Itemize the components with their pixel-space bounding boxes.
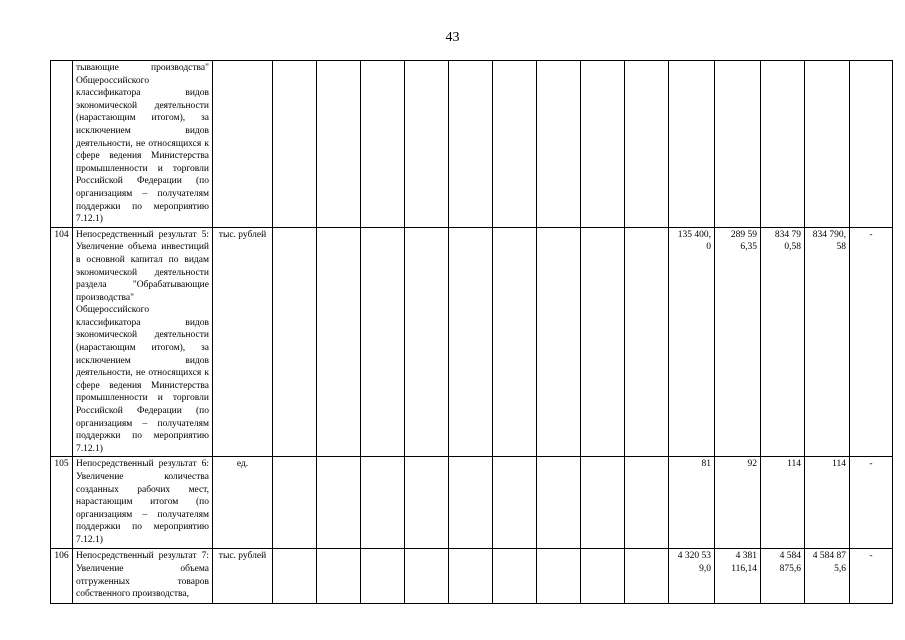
empty-cell bbox=[405, 549, 449, 604]
row-unit bbox=[213, 61, 273, 228]
row-number bbox=[51, 61, 73, 228]
row-description: Непосредственный результат 6: Увеличение количества созданных рабочих мест, нарастающим итогом (по организациям – получателям поддержки по мероприятию 7.12.1) bbox=[73, 457, 213, 549]
value-cell: 4 584 87 5,6 bbox=[805, 549, 850, 604]
value-cell bbox=[715, 61, 761, 228]
empty-cell bbox=[449, 227, 493, 457]
empty-cell bbox=[581, 61, 625, 228]
row-unit: тыс. рублей bbox=[213, 549, 273, 604]
row-number: 106 bbox=[51, 549, 73, 604]
dash-cell: - bbox=[850, 457, 893, 549]
empty-cell bbox=[537, 457, 581, 549]
empty-cell bbox=[537, 61, 581, 228]
value-cell: 4 320 53 9,0 bbox=[669, 549, 715, 604]
table-row bbox=[51, 457, 893, 549]
value-cell: 834 790, 58 bbox=[805, 227, 850, 457]
value-cell: 4 584 875,6 bbox=[761, 549, 805, 604]
value-cell: 114 bbox=[805, 457, 850, 549]
value-cell bbox=[761, 61, 805, 228]
empty-cell bbox=[405, 457, 449, 549]
empty-cell bbox=[317, 549, 361, 604]
row-description: тывающие производства" Общероссийского классификатора видов экономической деятельности (нарастающим итогом), за исключением видов деятельности, не относящихся к сфере ведения Министерства промышленности и торговли Российской Федерации (по организациям – получателям поддержки по мероприятию 7.12.1) bbox=[73, 61, 213, 228]
table-row bbox=[51, 227, 893, 457]
empty-cell bbox=[361, 61, 405, 228]
empty-cell bbox=[625, 457, 669, 549]
row-description: Непосредственный результат 5: Увеличение объема инвестиций в основной капитал по видам экономической деятельности раздела "Обрабатывающие производства" Общероссийского классификатора видов экономической деятельности (нарастающим итогом), за исключением видов деятельности, не относящихся к сфере ведения Министерства промышленности и торговли Российской Федерации (по организациям – получателям поддержки по мероприятию 7.12.1) bbox=[73, 227, 213, 457]
value-cell: 289 59 6,35 bbox=[715, 227, 761, 457]
row-unit: тыс. рублей bbox=[213, 227, 273, 457]
empty-cell bbox=[493, 457, 537, 549]
empty-cell bbox=[581, 227, 625, 457]
empty-cell bbox=[493, 549, 537, 604]
row-unit: ед. bbox=[213, 457, 273, 549]
value-cell bbox=[669, 61, 715, 228]
empty-cell bbox=[317, 227, 361, 457]
empty-cell bbox=[317, 61, 361, 228]
empty-cell bbox=[449, 457, 493, 549]
empty-cell bbox=[493, 61, 537, 228]
empty-cell bbox=[273, 457, 317, 549]
empty-cell bbox=[405, 61, 449, 228]
empty-cell bbox=[537, 549, 581, 604]
value-cell: 92 bbox=[715, 457, 761, 549]
empty-cell bbox=[449, 549, 493, 604]
value-cell: 4 381 116,14 bbox=[715, 549, 761, 604]
page-number: 43 bbox=[445, 30, 460, 45]
empty-cell bbox=[317, 457, 361, 549]
dash-cell bbox=[850, 61, 893, 228]
row-description: Непосредственный результат 7: Увеличение объема отгруженных товаров собственного производства, bbox=[73, 549, 213, 604]
empty-cell bbox=[405, 227, 449, 457]
empty-cell bbox=[449, 61, 493, 228]
empty-cell bbox=[493, 227, 537, 457]
row-number: 105 bbox=[51, 457, 73, 549]
value-cell: 834 79 0,58 bbox=[761, 227, 805, 457]
empty-cell bbox=[625, 61, 669, 228]
empty-cell bbox=[625, 227, 669, 457]
value-cell bbox=[805, 61, 850, 228]
dash-cell: - bbox=[850, 227, 893, 457]
empty-cell bbox=[273, 549, 317, 604]
empty-cell bbox=[361, 227, 405, 457]
table-row bbox=[51, 549, 893, 604]
data-table bbox=[50, 60, 893, 604]
empty-cell bbox=[361, 549, 405, 604]
empty-cell bbox=[537, 227, 581, 457]
value-cell: 81 bbox=[669, 457, 715, 549]
row-number: 104 bbox=[51, 227, 73, 457]
empty-cell bbox=[581, 549, 625, 604]
value-cell: 135 400, 0 bbox=[669, 227, 715, 457]
dash-cell: - bbox=[850, 549, 893, 604]
empty-cell bbox=[625, 549, 669, 604]
value-cell: 114 bbox=[761, 457, 805, 549]
empty-cell bbox=[361, 457, 405, 549]
empty-cell bbox=[273, 61, 317, 228]
empty-cell bbox=[581, 457, 625, 549]
empty-cell bbox=[273, 227, 317, 457]
table-row bbox=[51, 61, 893, 228]
